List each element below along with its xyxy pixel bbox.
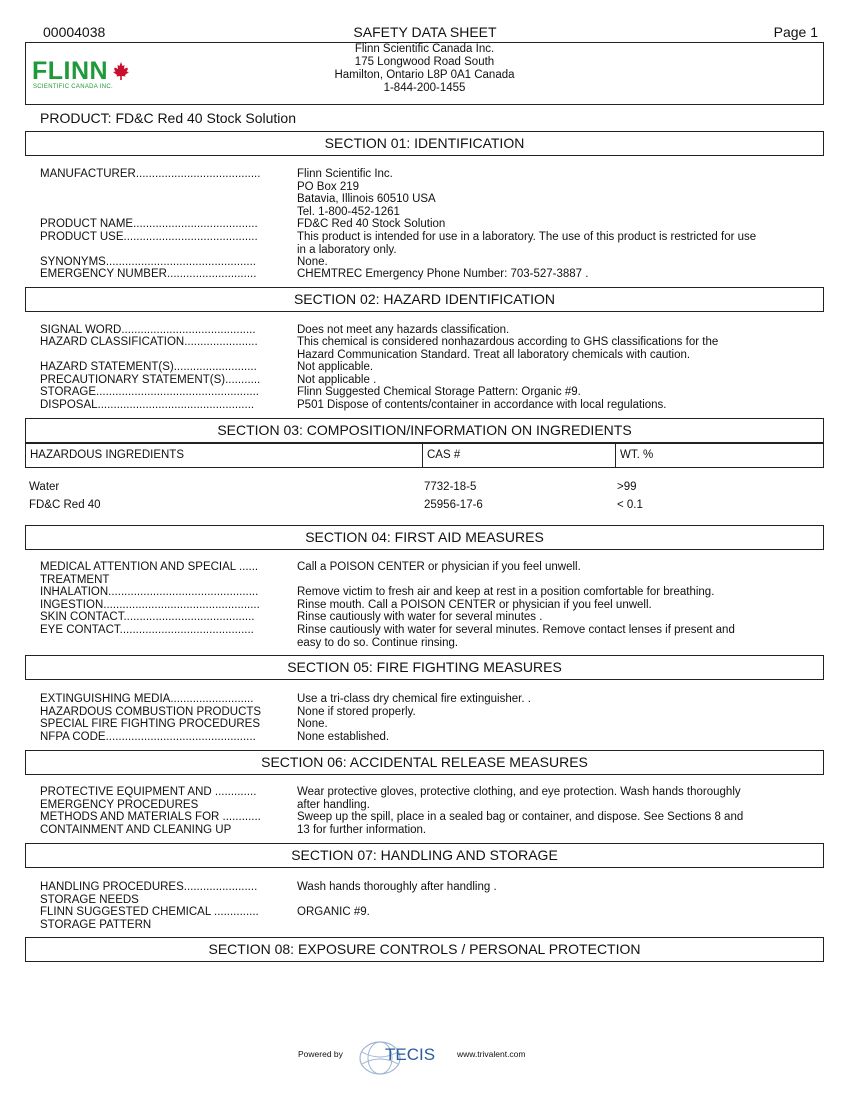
field-value: Flinn Suggested Chemical Storage Pattern: Organic #9. [297,386,581,398]
field-label: HAZARDOUS COMBUSTION PRODUCTS [40,706,262,718]
field-label: SIGNAL WORD.......................................... [40,324,256,336]
field-label: SYNONYMS............................................... [40,256,256,268]
logo-word: FLINN [32,57,109,85]
field-label: HANDLING PROCEDURES....................... STORAGE NEEDS [40,881,258,906]
field-label: EMERGENCY NUMBER............................ [40,268,257,280]
field-value: Remove victim to fresh air and keep at rest in a position comfortable for breathing. [297,586,715,598]
field-value: Sweep up the spill, place in a sealed bag or container, and dispose. See Sections 8 and 13 for further information. [297,811,744,836]
field-value: Rinse cautiously with water for several minutes . [297,611,543,623]
field-label: DISPOSAL................................................. [40,399,255,411]
address-line: Flinn Scientific Canada Inc. [354,43,495,55]
field-label: EYE CONTACT.......................................... [40,624,254,636]
column-header: CAS # [423,444,616,467]
column-header: WT. % [620,449,654,461]
field-label: HAZARD STATEMENT(S).......................... [40,361,257,373]
field-label: NFPA CODE............................................... [40,731,256,743]
footer-url: www.trivalent.com [457,1049,526,1059]
field-label: FLINN SUGGESTED CHEMICAL .............. STORAGE PATTERN [40,906,259,931]
field-value: None if stored properly. [297,706,416,718]
field-label: INHALATION............................................... [40,586,259,598]
field-value: Not applicable. [297,361,374,373]
footer [0,1038,850,1078]
field-value: None. [297,256,328,268]
field-label: EXTINGUISHING MEDIA.......................... [40,693,254,705]
ingredient-wt: >99 [617,481,637,493]
address-line: Hamilton, Ontario L8P 0A1 Canada [334,69,515,81]
logo-subtitle: SCIENTIFIC CANADA INC. [33,84,113,90]
section-02-header: SECTION 02: HAZARD IDENTIFICATION [25,287,824,312]
field-value: Not applicable . [297,374,377,386]
section-01-header: SECTION 01: IDENTIFICATION [25,131,824,156]
ingredient-name: Water [29,481,60,493]
field-value: None. [297,718,328,730]
document-id: 00004038 [43,24,106,40]
field-value: Does not meet any hazards classification. [297,324,510,336]
section-05-header: SECTION 05: FIRE FIGHTING MEASURES [25,655,824,680]
powered-by-label: Powered by [298,1049,343,1059]
field-label: PRECAUTIONARY STATEMENT(S)........... [40,374,261,386]
section-08-header: SECTION 08: EXPOSURE CONTROLS / PERSONAL PROTECTION [25,937,824,962]
page-number: Page 1 [773,24,818,40]
field-label: SPECIAL FIRE FIGHTING PROCEDURES [40,718,261,730]
ingredient-wt: < 0.1 [617,499,643,511]
column-header: HAZARDOUS INGREDIENTS [26,444,423,467]
section-06-header: SECTION 06: ACCIDENTAL RELEASE MEASURES [25,750,824,775]
section-03-header: SECTION 03: COMPOSITION/INFORMATION ON INGREDIENTS [25,418,824,443]
field-label: METHODS AND MATERIALS FOR ............ CONTAINMENT AND CLEANING UP [40,811,261,836]
field-label: PRODUCT NAME....................................... [40,218,258,230]
tecis-logo-text: TECIS [385,1045,436,1064]
product-title: PRODUCT: FD&C Red 40 Stock Solution [40,110,296,126]
field-value: This chemical is considered nonhazardous according to GHS classifications for the Hazard Communication Standard. Treat all laboratory chemicals with caution. [297,336,719,361]
tecis-logo-icon [358,1038,450,1078]
company-address [26,43,823,95]
address-line: 175 Longwood Road South [354,56,495,68]
field-value: ORGANIC #9. [297,906,370,918]
field-label: PROTECTIVE EQUIPMENT AND ............. EMERGENCY PROCEDURES [40,786,257,811]
section-07-header: SECTION 07: HANDLING AND STORAGE [25,843,824,868]
field-value: Wear protective gloves, protective clothing, and eye protection. Wash hands thoroughly after handling. [297,786,741,811]
document-title: SAFETY DATA SHEET [353,24,497,40]
section-04-header: SECTION 04: FIRST AID MEASURES [25,525,824,550]
field-label: PRODUCT USE.......................................... [40,231,258,243]
field-value: Wash hands thoroughly after handling . [297,881,497,893]
field-label: STORAGE................................................... [40,386,259,398]
field-value: Rinse mouth. Call a POISON CENTER or physician if you feel unwell. [297,599,652,611]
field-value: CHEMTREC Emergency Phone Number: 703-527-3887 . [297,268,589,280]
field-value: This product is intended for use in a laboratory. The use of this product is restricted for use in a laboratory only. [297,231,757,256]
field-value: None established. [297,731,390,743]
field-value: Use a tri-class dry chemical fire extinguisher. . [297,693,531,705]
ingredient-cas: 7732-18-5 [424,481,477,493]
ingredient-cas: 25956-17-6 [424,499,483,511]
field-label: HAZARD CLASSIFICATION....................... [40,336,258,348]
field-label: MEDICAL ATTENTION AND SPECIAL ...... TREATMENT [40,561,259,586]
field-value: FD&C Red 40 Stock Solution [297,218,446,230]
field-value: Flinn Scientific Inc. PO Box 219 Batavia, Illinois 60510 USA Tel. 1-800-452-1261 [297,168,436,218]
field-label: INGESTION................................................. [40,599,260,611]
field-label: SKIN CONTACT......................................... [40,611,255,623]
field-value: Rinse cautiously with water for several minutes. Remove contact lenses if present and easy to do so. Continue rinsing. [297,624,735,649]
ingredient-name: FD&C Red 40 [29,499,101,511]
letterhead [25,42,824,105]
field-label: MANUFACTURER....................................... [40,168,261,180]
field-value: P501 Dispose of contents/container in accordance with local regulations. [297,399,667,411]
ingredients-table-header [25,443,824,468]
address-line: 1-844-200-1455 [383,82,466,94]
field-value: Call a POISON CENTER or physician if you feel unwell. [297,561,581,573]
